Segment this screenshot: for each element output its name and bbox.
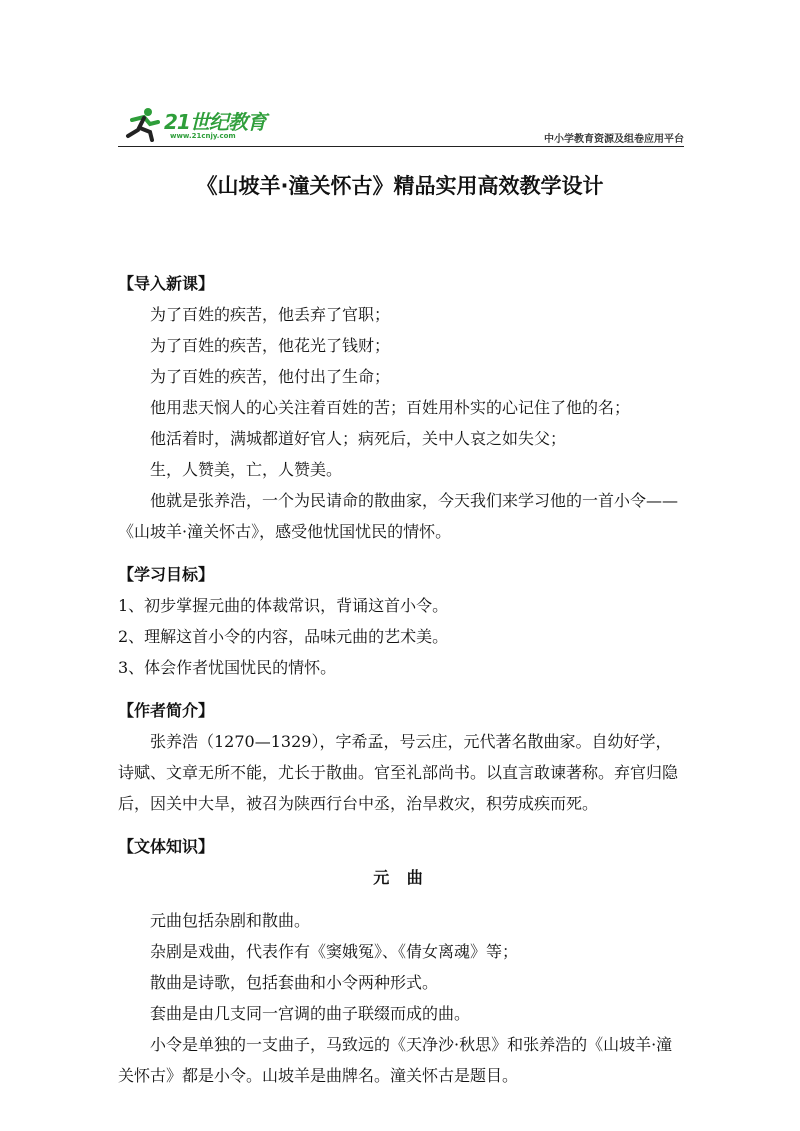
goal-item: 2、理解这首小令的内容，品味元曲的艺术美。 [118,627,449,646]
runner-logo-icon [122,106,162,142]
section-heading-author: 【作者简介】 [118,701,215,720]
genre-line: 杂剧是戏曲，代表作有《窦娥冤》、《倩女离魂》等； [150,942,519,961]
genre-line: 套曲是由几支同一宫调的曲子联缀而成的曲。 [150,1004,471,1023]
logo-text: 21世纪教育 [164,110,266,134]
page-header [118,100,684,148]
genre-line: 元曲包括杂剧和散曲。 [150,911,311,930]
intro-line: 生，人赞美，亡，人赞美。 [150,460,343,479]
intro-line: 他用悲天悯人的心关注着百姓的苦；百姓用朴实的心记住了他的名； [150,398,631,417]
genre-subtitle: 元 曲 [373,868,429,887]
page-title: 《山坡羊·潼关怀古》精品实用高效教学设计 [196,174,604,198]
intro-line: 为了百姓的疾苦，他花光了钱财； [150,336,391,355]
intro-line: 他就是张养浩，一个为民请命的散曲家，今天我们来学习他的一首小令——《山坡羊·潼关怀古》，感受他忧国忧民的情怀。 [118,491,679,541]
intro-line: 为了百姓的疾苦，他付出了生命； [150,367,391,386]
section-heading-genre: 【文体知识】 [118,837,215,856]
genre-line: 散曲是诗歌，包括套曲和小令两种形式。 [150,973,439,992]
document-body [118,268,684,1091]
author-text: 张养浩（1270—1329），字希孟，号云庄，元代著名散曲家。自幼好学，诗赋、文章无所不能，尤长于散曲。官至礼部尚书。以直言敢谏著称。弃官归隐后，因关中大旱，被召为陕西行台中丞，治旱救灾，积劳成疾而死。 [118,732,679,813]
goal-item: 1、初步掌握元曲的体裁常识，背诵这首小令。 [118,596,449,615]
logo-url: www.21cnjy.com [170,132,236,140]
header-divider [118,146,684,147]
goal-item: 3、体会作者忧国忧民的情怀。 [118,658,337,677]
section-heading-goals: 【学习目标】 [118,565,215,584]
platform-label: 中小学教育资源及组卷应用平台 [544,134,684,145]
intro-line: 为了百姓的疾苦，他丢弃了官职； [150,305,391,324]
intro-line: 他活着时，满城都道好官人；病死后，关中人哀之如失父； [150,429,567,448]
section-heading-intro: 【导入新课】 [118,274,215,293]
genre-line: 小令是单独的一支曲子，马致远的《天净沙·秋思》和张养浩的《山坡羊·潼关怀古》都是小令。山坡羊是曲牌名。潼关怀古是题目。 [118,1035,673,1085]
